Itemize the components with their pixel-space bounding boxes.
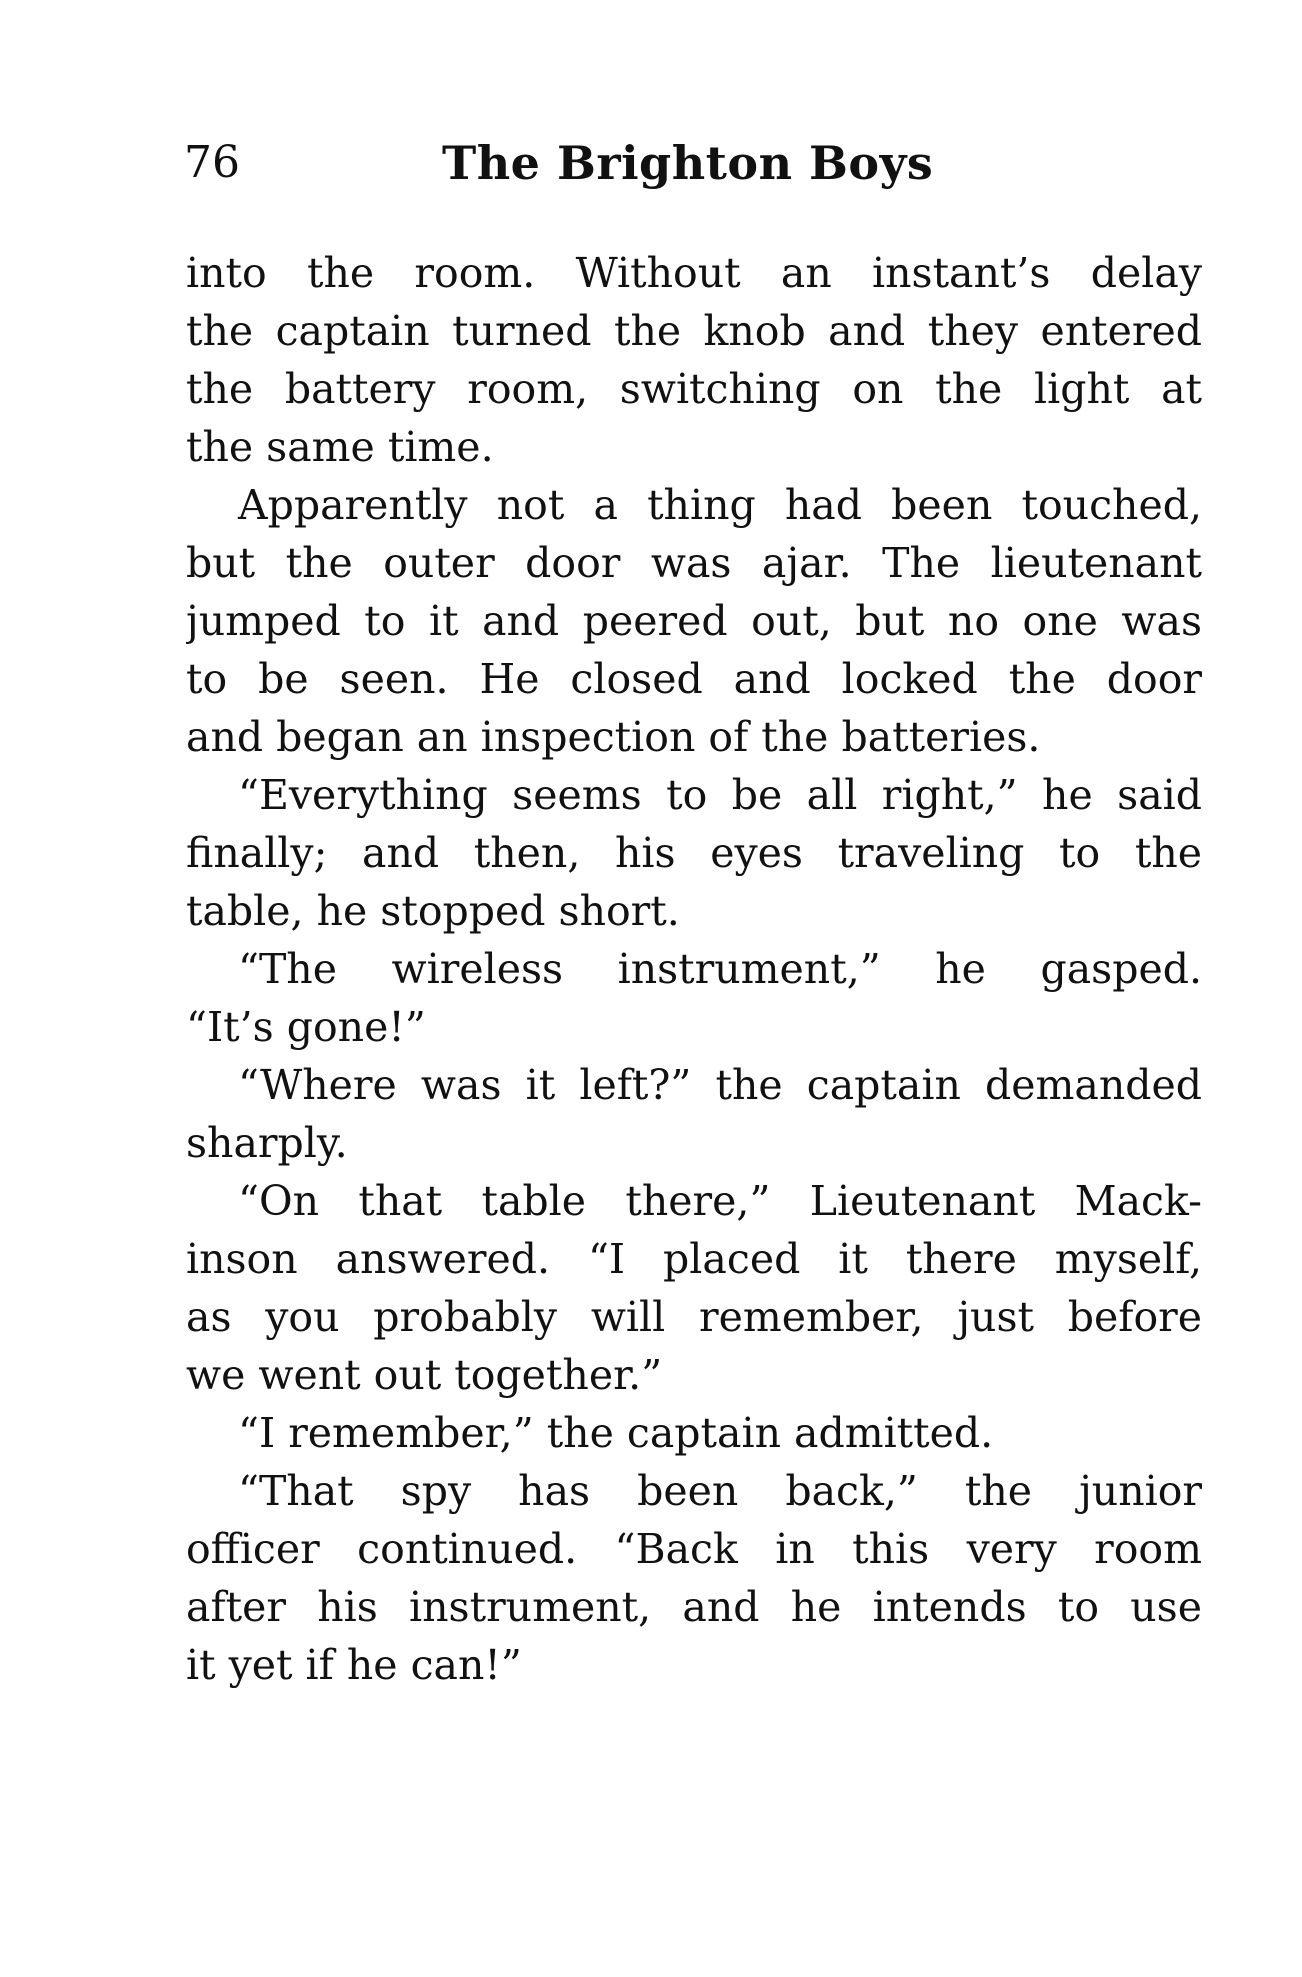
page-number: 76 [184, 137, 240, 188]
text-line: after his instrument, and he intends to use [186, 1583, 1202, 1631]
text-line: officer continued. “Back in this very room [186, 1525, 1202, 1573]
text-line: “On that table there,” Lieutenant Mack- [238, 1177, 1202, 1225]
text-line: it yet if he can!” [186, 1641, 522, 1689]
text-line: “I remember,” the captain admitted. [238, 1409, 994, 1457]
text-line: we went out together.” [186, 1351, 663, 1399]
text-line: jumped to it and peered out, but no one was [186, 597, 1202, 645]
text-line: “Where was it left?” the captain demanded [238, 1061, 1202, 1109]
text-line: “That spy has been back,” the junior [238, 1467, 1202, 1515]
text-line: finally; and then, his eyes traveling to the [186, 829, 1202, 877]
text-line: into the room. Without an instant’s delay [186, 249, 1202, 297]
text-line: the captain turned the knob and they entered [186, 307, 1202, 355]
text-line: the same time. [186, 423, 494, 471]
body-text [186, 244, 1202, 1694]
text-line: “It’s gone!” [186, 1003, 426, 1051]
text-line: “Everything seems to be all right,” he said [238, 771, 1202, 819]
text-line: as you probably will remember, just before [186, 1293, 1202, 1341]
text-line: the battery room, switching on the light at [186, 365, 1202, 413]
text-line: “The wireless instrument,” he gasped. [238, 945, 1202, 993]
text-line: sharply. [186, 1119, 348, 1167]
text-line: table, he stopped short. [186, 887, 680, 935]
running-title: The Brighton Boys [442, 136, 934, 190]
page-header [184, 128, 1204, 198]
text-line: to be seen. He closed and locked the door [186, 655, 1202, 703]
text-line: Apparently not a thing had been touched, [238, 481, 1202, 529]
text-line: but the outer door was ajar. The lieutenant [186, 539, 1202, 587]
text-line: inson answered. “I placed it there myself, [186, 1235, 1202, 1283]
text-line: and began an inspection of the batteries. [186, 713, 1041, 761]
